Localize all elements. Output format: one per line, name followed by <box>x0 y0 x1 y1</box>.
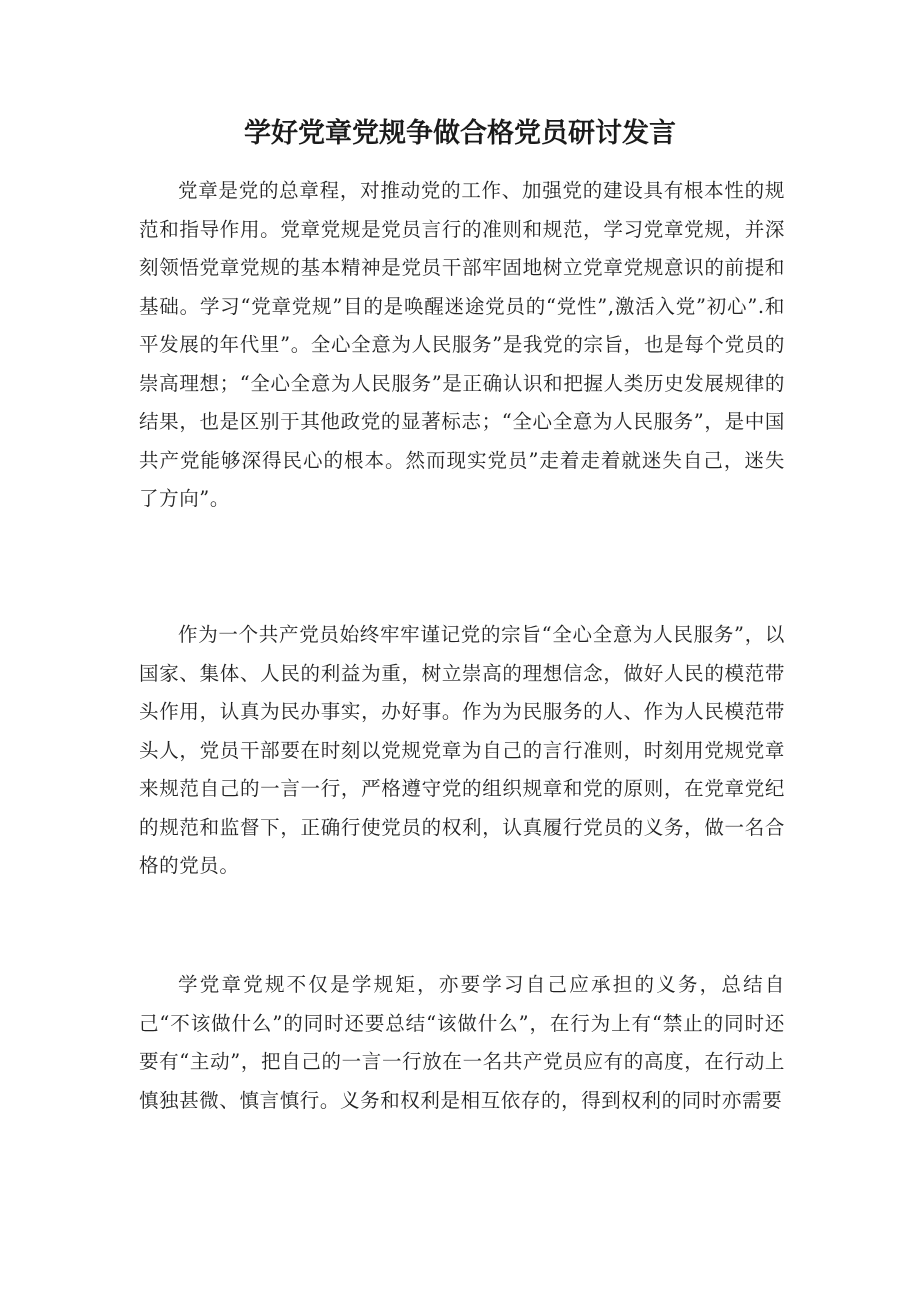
paragraph-3: 学党章党规不仅是学规矩，亦要学习自己应承担的义务，总结自己“不该做什么”的同时还要总结“该做什么”，在行为上有“禁止的同时还要有“主动”，把自己的一言一行放在一名共产党员应有的高度，在行动上慎独甚微、慎言慎行。义务和权利是相互依存的，得到权利的同时亦需要 <box>139 973 785 1112</box>
paragraph-1: 党章是党的总章程，对推动党的工作、加强党的建设具有根本性的规范和指导作用。党章党规是党员言行的准则和规范，学习党章党规，并深刻领悟党章党规的基本精神是党员干部牢固地树立党章党规意识的前提和基础。学习“党章党规”目的是唤醒迷途党员的“党性”,激活入党”初心”.和平发展的年代里”。全心全意为人民服务”是我党的宗旨，也是每个党员的崇高理想；“全心全意为人民服务”是正确认识和把握人类历史发展规律的结果，也是区别于其他政党的显著标志；“全心全意为人民服务”，是中国共产党能够深得民心的根本。然而现实党员”走着走着就迷失自己，迷失了方向”。 <box>139 179 785 510</box>
document-title: 学好党章党规争做合格党员研讨发言 <box>244 118 676 149</box>
paragraph-2: 作为一个共产党员始终牢牢谨记党的宗旨“全心全意为人民服务”，以国家、集体、人民的利益为重，树立崇高的理想信念，做好人民的模范带头作用，认真为民办事实，办好事。作为为民服务的人、作为人民模范带头人，党员干部要在时刻以党规党章为自己的言行准则，时刻用党规党章来规范自己的一言一行，严格遵守党的组织规章和党的原则，在党章党纪的规范和监督下，正确行使党员的权利，认真履行党员的义务，做一名合格的党员。 <box>139 623 785 877</box>
